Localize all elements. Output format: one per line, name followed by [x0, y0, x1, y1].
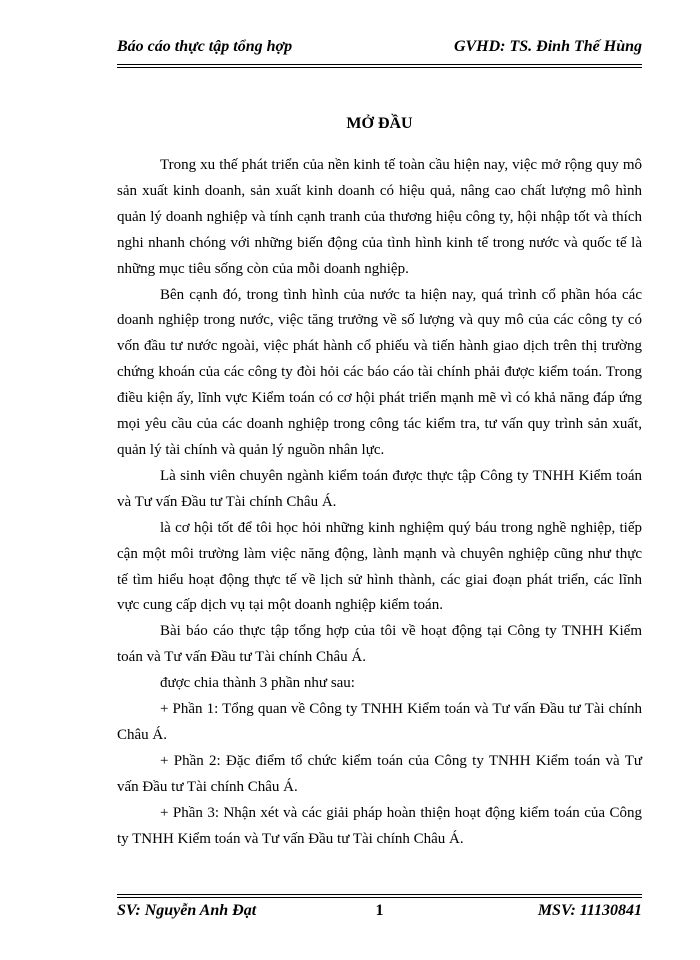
page-title: MỞ ĐẦU — [346, 115, 413, 132]
student-id: MSV: 11130841 — [537, 902, 642, 919]
report-title-header: Báo cáo thực tập tổng hợp — [117, 38, 293, 55]
document-body — [117, 153, 642, 852]
supervisor-header: GVHD: TS. Đinh Thế Hùng — [453, 38, 642, 55]
paragraph-1: Trong xu thế phát triển của nền kinh tế toàn cầu hiện nay, việc mở rộng quy mô sản xuất kinh doanh, sản xuất kinh doanh có hiệu quả, nâng cao chất lượng mô hình quản lý doanh nghiệp và tính cạnh tranh của thương hiệu công ty, hội nhập tốt và thích nghi nhanh chóng với những biến động của tình hình kinh tế trong nước và quốc tế là những mục tiêu sống còn của mỗi doanh nghiệp. — [117, 157, 642, 277]
part-1-item: + Phần 1: Tổng quan về Công ty TNHH Kiểm toán và Tư vấn Đầu tư Tài chính Châu Á. — [117, 701, 642, 743]
page-header — [117, 38, 642, 68]
student-name: SV: Nguyễn Anh Đạt — [117, 902, 257, 919]
paragraph-2: Bên cạnh đó, trong tình hình của nước ta hiện nay, quá trình cổ phần hóa các doanh nghiệp trong nước, việc tăng trưởng về số lượng và quy mô của các công ty có vốn đầu tư nước ngoài, việc phát hành cổ phiếu và tiến hành giao dịch trên thị trường chứng khoán của các công ty đòi hỏi các báo cáo tài chính phải được kiểm toán. Trong điều kiện ấy, lĩnh vực Kiểm toán có cơ hội phát triển mạnh mẽ vì có khả năng đáp ứng mọi yêu cầu của các doanh nghiệp trong công tác kiểm tra, tư vấn quy trình sản xuất, quản lý tài chính và quản lý nguồn nhân lực. — [117, 286, 642, 458]
paragraph-3: Là sinh viên chuyên ngành kiểm toán được thực tập Công ty TNHH Kiểm toán và Tư vấn Đầu tư Tài chính Châu Á. — [117, 467, 642, 510]
page-footer — [117, 902, 642, 922]
part-3-item: + Phần 3: Nhận xét và các giải pháp hoàn thiện hoạt động kiểm toán của Công ty TNHH Kiểm toán và Tư vấn Đầu tư Tài chính Châu Á. — [117, 804, 642, 847]
paragraph-4: là cơ hội tốt để tôi học hỏi những kinh nghiệm quý báu trong nghề nghiệp, tiếp cận một môi trường làm việc năng động, lành mạnh và chuyên nghiệp cũng như thực tế tìm hiểu hoạt động thực tế về lịch sử hình thành, các giai đoạn phát triển, các lĩnh vực cung cấp dịch vụ tại một doanh nghiệp kiểm toán. — [117, 519, 642, 614]
paragraph-6: được chia thành 3 phần như sau: — [160, 675, 355, 692]
footer-divider — [117, 894, 642, 898]
page-number: 1 — [375, 902, 384, 919]
part-2-item: + Phần 2: Đặc điểm tổ chức kiểm toán của Công ty TNHH Kiểm toán và Tư vấn Đầu tư Tài chính Châu Á. — [117, 752, 642, 795]
paragraph-5: Bài báo cáo thực tập tổng hợp của tôi về hoạt động tại Công ty TNHH Kiểm toán và Tư vấn Đầu tư Tài chính Châu Á. — [117, 623, 642, 666]
